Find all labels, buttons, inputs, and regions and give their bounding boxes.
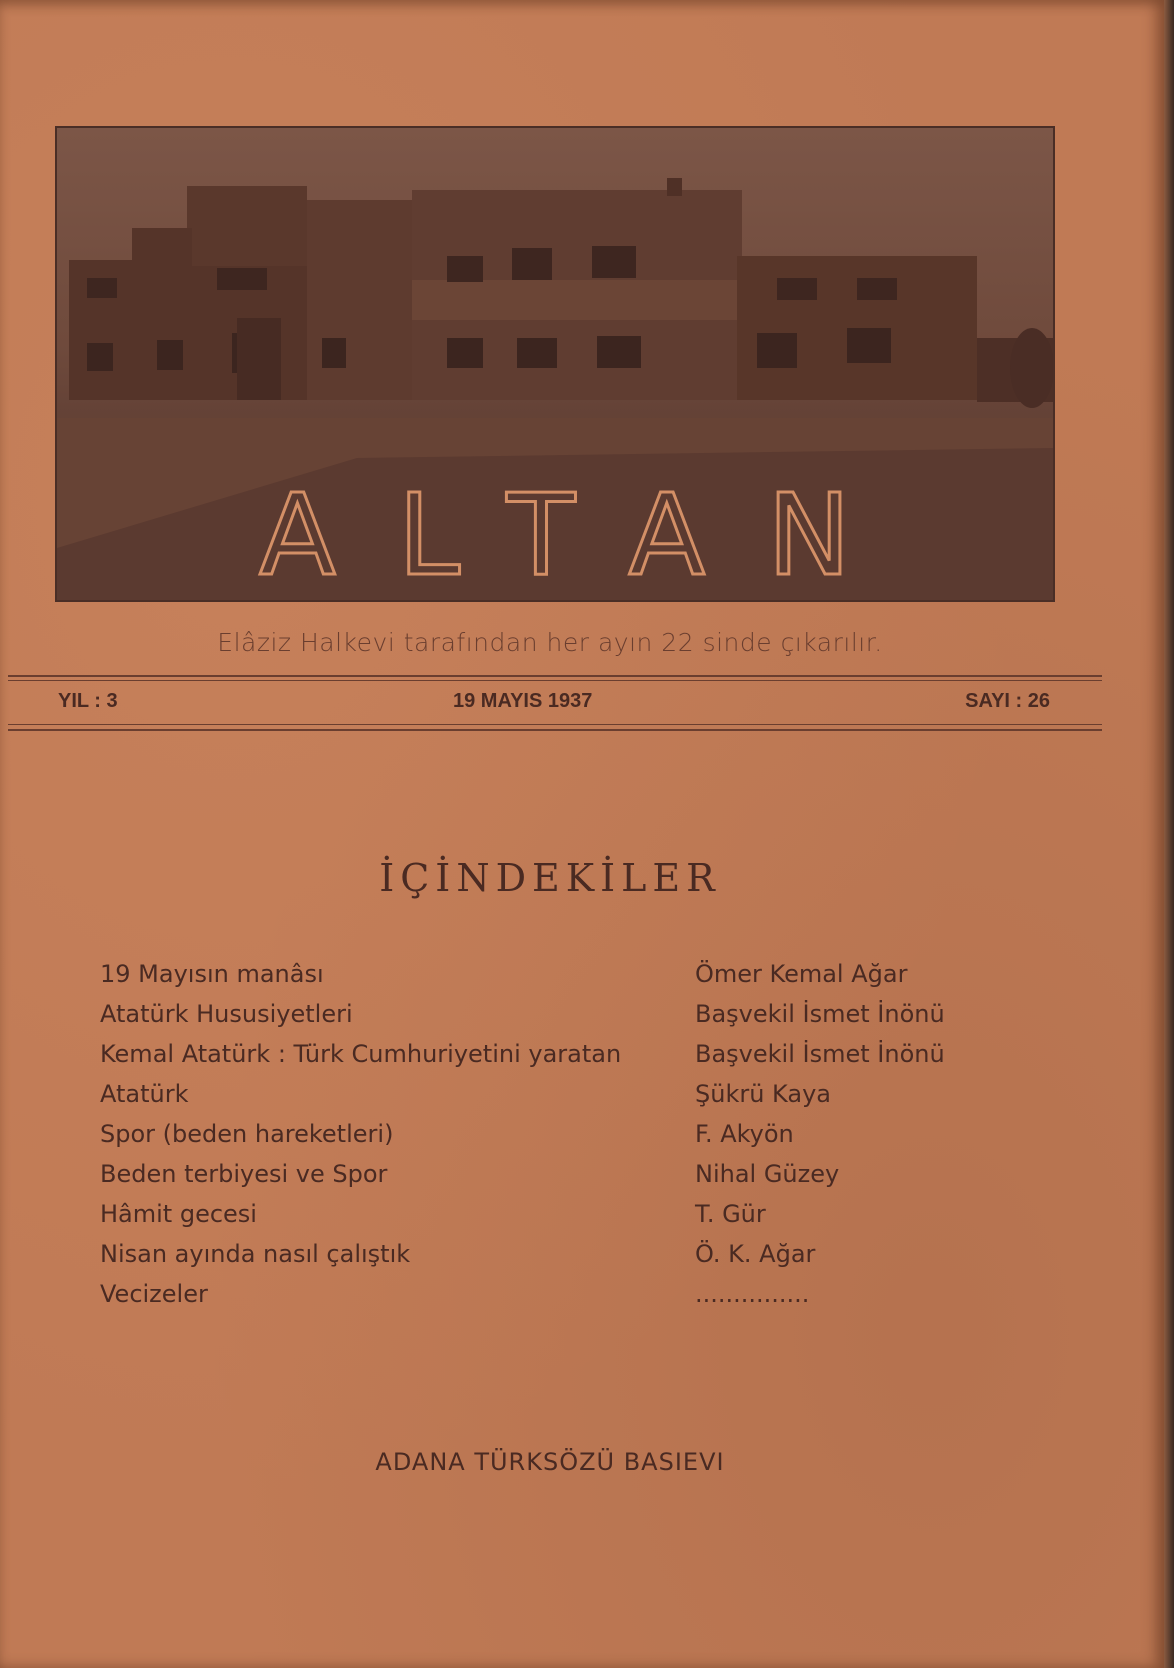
toc-row — [100, 1080, 1000, 1120]
toc-entry-title: Hâmit gecesi — [100, 1200, 257, 1228]
toc-entry-author: Şükrü Kaya — [695, 1080, 831, 1108]
toc-entry-author: F. Akyön — [695, 1120, 794, 1148]
toc-row — [100, 1200, 1000, 1240]
page-edge-shadow — [1164, 0, 1174, 1668]
toc-entry-author: Başvekil İsmet İnönü — [695, 1000, 945, 1028]
top-rule — [8, 675, 1102, 677]
toc-row — [100, 1280, 1000, 1320]
toc-entry-author: ............... — [695, 1280, 810, 1308]
table-of-contents — [100, 960, 1000, 1320]
toc-entry-author: Ömer Kemal Ağar — [695, 960, 908, 988]
bottom-rule — [8, 729, 1102, 731]
toc-entry-title: Atatürk — [100, 1080, 189, 1108]
year-label: YIL : 3 — [58, 690, 118, 712]
toc-entry-author: Ö. K. Ağar — [695, 1240, 816, 1268]
cover-photo — [55, 126, 1055, 602]
toc-entry-title: Beden terbiyesi ve Spor — [100, 1160, 388, 1188]
toc-entry-title: Atatürk Hususiyetleri — [100, 1000, 353, 1028]
toc-entry-title: Spor (beden hareketleri) — [100, 1120, 394, 1148]
toc-row — [100, 1120, 1000, 1160]
toc-heading: İÇİNDEKİLER — [379, 856, 721, 900]
tagline: Elâziz Halkevi tarafından her ayın 22 sinde çıkarılır. — [217, 628, 883, 657]
toc-entry-title: Vecizeler — [100, 1280, 208, 1308]
printer-name: ADANA TÜRKSÖZÜ BASIEVI — [375, 1448, 725, 1476]
toc-entry-author: T. Gür — [695, 1200, 766, 1228]
toc-row — [100, 1240, 1000, 1280]
toc-entry-author: Başvekil İsmet İnönü — [695, 1040, 945, 1068]
bottom-rule-thin — [8, 724, 1102, 725]
issue-bar — [58, 690, 1050, 720]
date-label: 19 MAYIS 1937 — [453, 690, 593, 712]
toc-entry-title: Nisan ayında nasıl çalıştık — [100, 1240, 411, 1268]
toc-entry-title: Kemal Atatürk : Türk Cumhuriyetini yaratan — [100, 1040, 622, 1068]
toc-row — [100, 1160, 1000, 1200]
toc-row — [100, 960, 1000, 1000]
issue-label: SAYI : 26 — [965, 690, 1050, 712]
toc-row — [100, 1000, 1000, 1040]
top-rule-thin — [8, 680, 1102, 681]
magazine-title: ALTAN — [259, 471, 913, 601]
toc-entry-author: Nihal Güzey — [695, 1160, 840, 1188]
toc-row — [100, 1040, 1000, 1080]
toc-entry-title: 19 Mayısın manâsı — [100, 960, 324, 988]
